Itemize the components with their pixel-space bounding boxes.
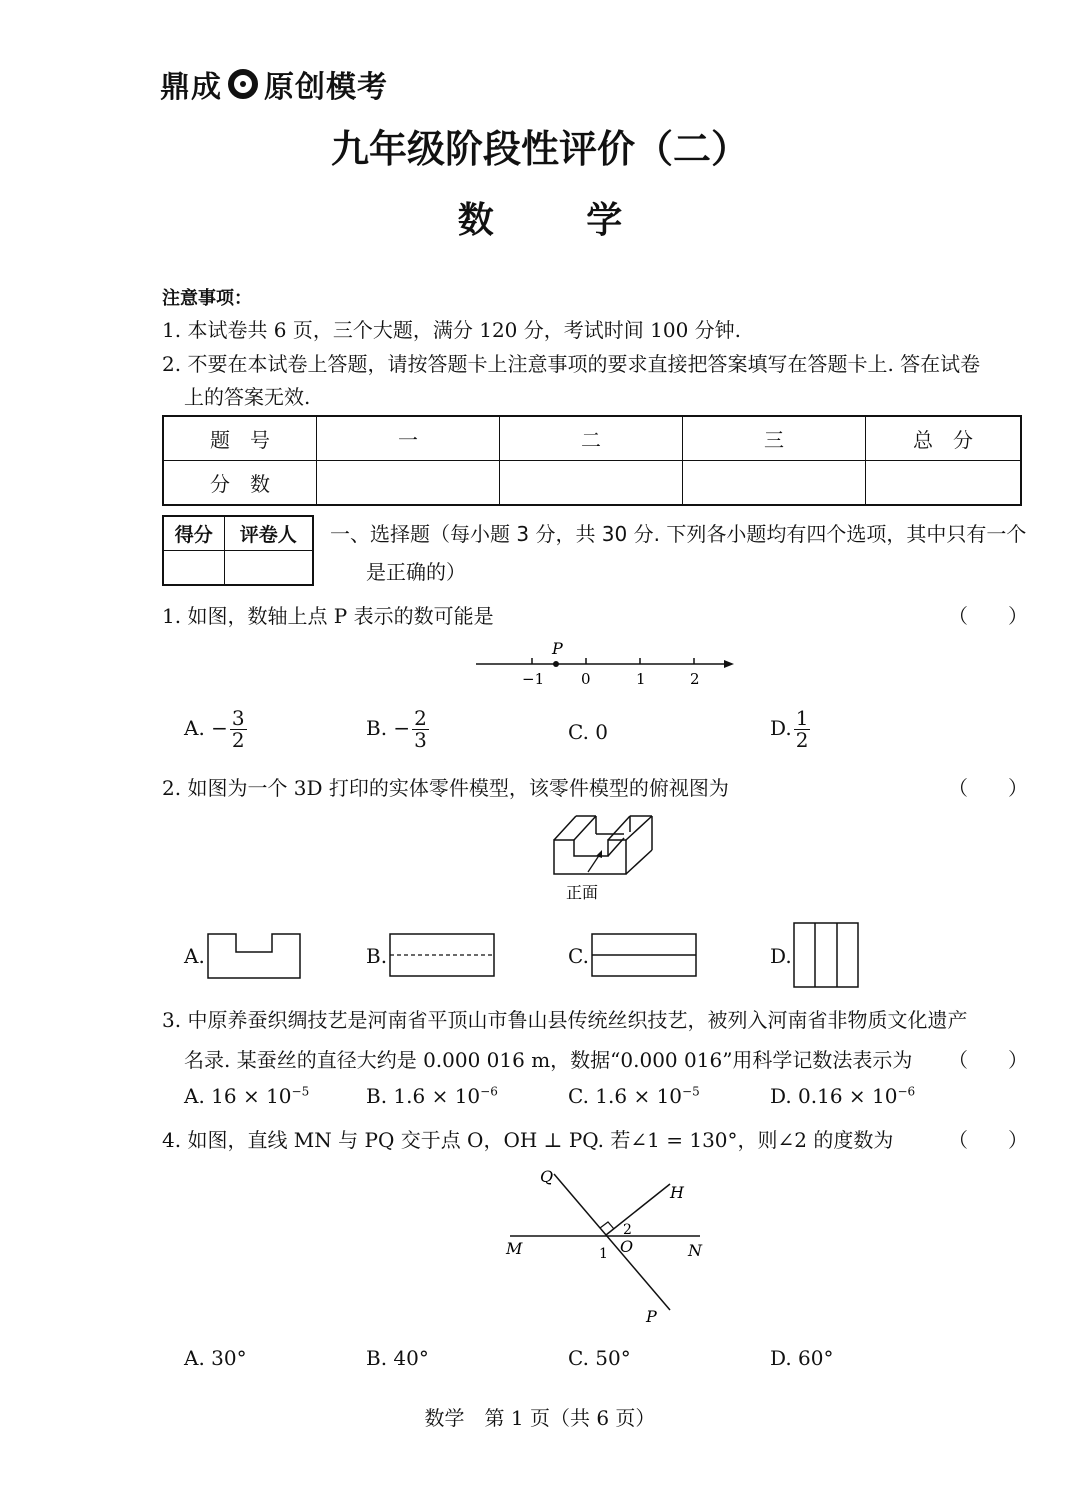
q3-stem: 3. 中原养蚕织绸技艺是河南省平顶山市鲁山县传统丝织技艺，被列入河南省非物质文化遗产 <box>162 1008 968 1032</box>
q3-b-exponent: −6 <box>480 1084 498 1099</box>
score-row-label: 分 数 <box>163 461 317 506</box>
q4-stem: 4. 如图，直线 MN 与 PQ 交于点 O，OH ⊥ PQ. 若∠1 = 130°，则∠2 的度数为 <box>162 1128 894 1152</box>
score-cell <box>866 461 1022 506</box>
grader-cell <box>163 551 224 586</box>
grader-table <box>162 515 314 586</box>
q3-c-base: C. 1.6 × 10 <box>568 1084 683 1108</box>
q3-stem-cont: 名录. 某蚕丝的直径大约是 0.000 016 m，数据“0.000 016”用科学记数法表示为 <box>184 1048 913 1072</box>
q3-d-base: D. 0.16 × 10 <box>770 1084 898 1108</box>
grader-score-label: 得分 <box>163 516 224 551</box>
q4-label-p: P <box>646 1307 657 1326</box>
q2-option-a-label: A. <box>184 944 205 968</box>
q3-a-base: A. 16 × 10 <box>184 1084 292 1108</box>
grader-name-label: 评卷人 <box>224 516 313 551</box>
q3-c-exponent: −5 <box>682 1084 700 1099</box>
q2-3d-model-figure <box>548 808 664 908</box>
section1-title: 一、选择题（每小题 3 分，共 30 分. 下列各小题均有四个选项，其中只有一个 <box>330 522 1027 546</box>
q1-b-denominator: 3 <box>414 728 427 752</box>
q2-option-c-label: C. <box>568 944 589 968</box>
note-line-2b: 上的答案无效. <box>184 385 311 409</box>
score-header-cell: 三 <box>683 416 866 461</box>
q3-a-exponent: −5 <box>291 1084 310 1099</box>
q4-option-d: D. 60° <box>770 1346 834 1370</box>
q2-option-d-label: D. <box>770 944 792 968</box>
score-header-cell: 总 分 <box>866 416 1022 461</box>
brand-logo <box>160 62 388 106</box>
score-cell <box>500 461 683 506</box>
score-cell <box>683 461 866 506</box>
brand-target-icon <box>228 69 258 99</box>
notes-heading: 注意事项： <box>162 288 252 309</box>
q1-option-c: C. 0 <box>568 720 609 744</box>
exam-title: 九年级阶段性评价（二） <box>330 127 749 171</box>
exam-subject: 数 学 <box>457 200 663 241</box>
q3-answer-paren: （ ） <box>948 1048 1028 1072</box>
q1-option-a <box>184 708 247 751</box>
brand-right: 原创模考 <box>264 70 388 105</box>
q4-label-q: Q <box>540 1167 554 1186</box>
q1-point-label: P <box>552 639 563 658</box>
q2-front-label: 正面 <box>566 883 599 902</box>
score-cell <box>317 461 500 506</box>
q4-angle-2: 2 <box>623 1222 632 1238</box>
q1-tick-label: 1 <box>636 670 646 688</box>
q1-tick-label: 0 <box>581 670 591 688</box>
q1-tick-label: 2 <box>690 670 700 688</box>
q1-number-line <box>470 638 740 690</box>
q4-answer-paren: （ ） <box>948 1128 1028 1152</box>
q1-option-a-prefix: A. − <box>184 716 228 740</box>
q1-tick-label: −1 <box>522 670 545 688</box>
q2-option-b-label: B. <box>366 944 388 968</box>
grader-cell <box>224 551 313 586</box>
score-header-cell: 题 号 <box>163 416 317 461</box>
q2-option-b-figure <box>388 932 496 978</box>
q3-d-exponent: −6 <box>897 1084 916 1099</box>
score-header-cell: 一 <box>317 416 500 461</box>
q3-option-c <box>568 1084 700 1108</box>
q4-label-n: N <box>688 1241 702 1260</box>
q2-option-d-figure <box>792 921 860 989</box>
brand-left: 鼎成 <box>160 70 222 105</box>
q4-option-b: B. 40° <box>366 1346 429 1370</box>
q1-option-b-prefix: B. − <box>366 716 411 740</box>
q1-d-numerator: 1 <box>795 706 809 730</box>
q4-label-m: M <box>506 1239 523 1258</box>
q2-answer-paren: （ ） <box>948 776 1028 800</box>
q1-a-denominator: 2 <box>231 728 245 752</box>
q3-option-a <box>184 1084 309 1108</box>
q1-b-numerator: 2 <box>414 706 427 730</box>
q4-angle-1: 1 <box>599 1246 608 1262</box>
q4-option-a: A. 30° <box>184 1346 247 1370</box>
q1-d-denominator: 2 <box>795 728 809 752</box>
score-table <box>162 415 1022 506</box>
q4-geometry-figure <box>500 1160 720 1330</box>
q4-option-c: C. 50° <box>568 1346 631 1370</box>
q1-option-d-prefix: D. <box>770 716 792 740</box>
q3-option-d <box>770 1084 915 1108</box>
q2-stem: 2. 如图为一个 3D 打印的实体零件模型，该零件模型的俯视图为 <box>162 776 729 800</box>
page-footer: 数学 第 1 页（共 6 页） <box>424 1406 656 1430</box>
note-line-1: 1. 本试卷共 6 页，三个大题，满分 120 分，考试时间 100 分钟. <box>162 318 742 342</box>
section1-title-cont: 是正确的） <box>366 560 466 584</box>
q2-option-c-figure <box>590 932 698 978</box>
score-header-cell: 二 <box>500 416 683 461</box>
note-line-2a: 2. 不要在本试卷上答题，请按答题卡上注意事项的要求直接把答案填写在答题卡上. 答在试卷 <box>162 352 981 376</box>
q1-option-b <box>366 708 429 751</box>
q1-option-d <box>770 708 810 751</box>
q1-stem: 1. 如图，数轴上点 P 表示的数可能是 <box>162 604 494 628</box>
q1-a-numerator: 3 <box>231 706 245 730</box>
q2-option-a-figure <box>206 932 302 980</box>
q4-label-h: H <box>670 1183 684 1202</box>
q1-answer-paren: （ ） <box>948 604 1028 628</box>
q3-b-base: B. 1.6 × 10 <box>366 1084 481 1108</box>
q3-option-b <box>366 1084 498 1108</box>
q4-label-o: O <box>620 1237 634 1256</box>
